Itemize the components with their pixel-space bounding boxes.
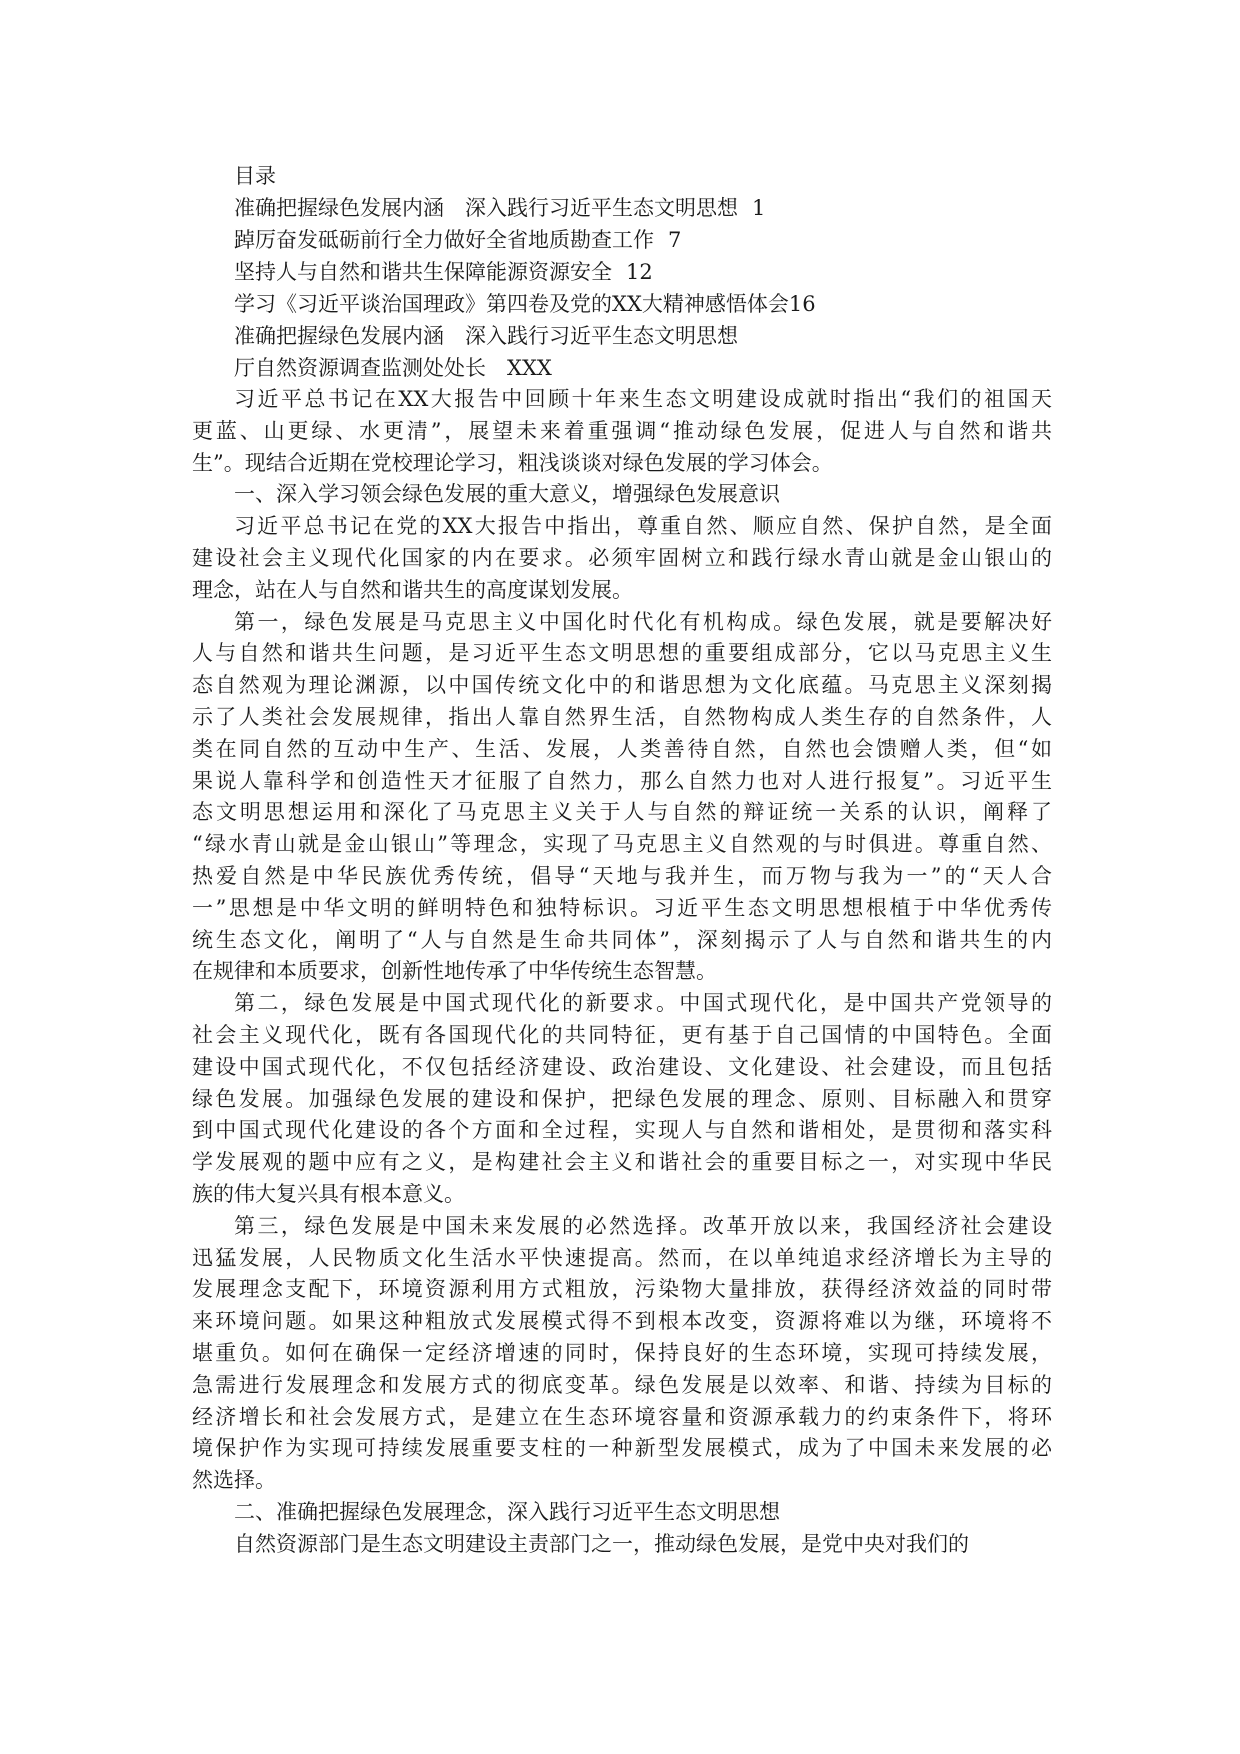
paragraph <box>192 1211 1052 1497</box>
paragraph-line: 来环境问题。如果这种粗放式发展模式得不到根本改变，资源将难以为继，环境将不 <box>192 1309 1052 1334</box>
paragraph <box>192 384 1052 479</box>
paragraph-line: 绿色发展。加强绿色发展的建设和保护，把绿色发展的理念、原则、目标融入和贯穿 <box>192 1086 1052 1111</box>
document-page <box>192 160 1052 1560</box>
toc-entry-page: 16 <box>788 292 816 316</box>
paragraph <box>192 1497 1052 1529</box>
paragraph-line: 建设中国式现代化，不仅包括经济建设、政治建设、文化建设、社会建设，而且包括 <box>192 1054 1052 1079</box>
paragraph-line: 建设社会主义现代化国家的内在要求。必须牢固树立和践行绿水青山就是金山银山的 <box>192 545 1052 570</box>
toc-entry-text: 坚持人与自然和谐共生保障能源资源安全 <box>234 260 612 284</box>
paragraph-line: 人与自然和谐共生问题，是习近平生态文明思想的重要组成部分，它以马克思主义生 <box>192 641 1052 666</box>
paragraph <box>192 607 1052 989</box>
toc-title: 目录 <box>234 164 276 188</box>
paragraph <box>192 1529 1052 1561</box>
paragraph <box>192 479 1052 511</box>
paragraph-line: 更蓝、山更绿、水更清”，展望未来着重强调“推动绿色发展，促进人与自然和谐共 <box>192 418 1052 443</box>
paragraph-line: 急需进行发展理念和发展方式的彻底变革。绿色发展是以效率、和谐、持续为目标的 <box>192 1372 1052 1397</box>
toc-entry-text: 踔厉奋发砥砺前行全力做好全省地质勘查工作 <box>234 228 654 252</box>
paragraph-line: 习近平总书记在XX大报告中回顾十年来生态文明建设成就时指出“我们的祖国天 <box>234 387 1052 411</box>
paragraph-line: 经济增长和社会发展方式，是建立在生态环境容量和资源承载力的约束条件下，将环 <box>192 1404 1052 1429</box>
paragraph-line: 到中国式现代化建设的各个方面和全过程，实现人与自然和谐相处，是贯彻和落实科 <box>192 1118 1052 1143</box>
paragraph-line: 族的伟大复兴具有根本意义。 <box>192 1181 465 1206</box>
paragraph-line: 示了人类社会发展规律，指出人靠自然界生活，自然物构成人类生存的自然条件，人 <box>192 704 1052 729</box>
paragraph-line: 境保护作为实现可持续发展重要支柱的一种新型发展模式，成为了中国未来发展的必 <box>192 1436 1052 1461</box>
toc-entry[interactable] <box>192 224 1052 256</box>
paragraph-line: 态文明思想运用和深化了马克思主义关于人与自然的辩证统一关系的认识，阐释了 <box>192 800 1052 825</box>
paragraph-line: 一”思想是中华文明的鲜明特色和独特标识。习近平生态文明思想根植于中华优秀传 <box>192 895 1052 920</box>
paragraph-line: 自然资源部门是生态文明建设主责部门之一，推动绿色发展，是党中央对我们的 <box>234 1531 969 1556</box>
article-body <box>192 384 1052 1560</box>
toc-entry-page: 1 <box>752 196 766 220</box>
paragraph-line: 堪重负。如何在确保一定经济增速的同时，保持良好的生态环境，实现可持续发展， <box>192 1340 1052 1365</box>
paragraph-line: 生”。现结合近期在党校理论学习，粗浅谈谈对绿色发展的学习体会。 <box>192 450 833 475</box>
paragraph-line: 在规律和本质要求，创新性地传承了中华传统生态智慧。 <box>192 959 717 984</box>
paragraph-line: 发展理念支配下，环境资源利用方式粗放，污染物大量排放，获得经济效益的同时带 <box>192 1277 1052 1302</box>
paragraph-line: 第三，绿色发展是中国未来发展的必然选择。改革开放以来，我国经济社会建设 <box>234 1213 1052 1238</box>
paragraph-line: 然选择。 <box>192 1468 276 1493</box>
paragraph-line: 一、深入学习领会绿色发展的重大意义，增强绿色发展意识 <box>234 482 780 507</box>
paragraph-line: 学发展观的题中应有之义，是构建社会主义和谐社会的重要目标之一，对实现中华民 <box>192 1150 1052 1175</box>
paragraph-line: 统生态文化，阐明了“人与自然是生命共同体”，深刻揭示了人与自然和谐共生的内 <box>192 927 1052 952</box>
paragraph-line: 果说人靠科学和创造性天才征服了自然力，那么自然力也对人进行报复”。习近平生 <box>192 768 1052 793</box>
toc-entry[interactable] <box>192 288 1052 320</box>
article-author: 厅自然资源调查监测处处长 XXX <box>234 356 552 380</box>
toc-list <box>192 192 1052 320</box>
paragraph-line: 习近平总书记在党的XX大报告中指出，尊重自然、顺应自然、保护自然，是全面 <box>234 514 1052 539</box>
paragraph-line: “绿水青山就是金山银山”等理念，实现了马克思主义自然观的与时俱进。尊重自然、 <box>192 832 1052 857</box>
toc-entry-text: 准确把握绿色发展内涵 深入践行习近平生态文明思想 <box>234 196 738 220</box>
paragraph-line: 第一，绿色发展是马克思主义中国化时代化有机构成。绿色发展，就是要解决好 <box>234 609 1052 634</box>
toc-entry[interactable] <box>192 256 1052 288</box>
toc-entry-page: 12 <box>626 260 653 284</box>
article-title: 准确把握绿色发展内涵 深入践行习近平生态文明思想 <box>234 324 738 348</box>
toc-entry[interactable] <box>192 192 1052 224</box>
paragraph-line: 理念，站在人与自然和谐共生的高度谋划发展。 <box>192 577 633 602</box>
paragraph-line: 社会主义现代化，既有各国现代化的共同特征，更有基于自己国情的中国特色。全面 <box>192 1022 1052 1047</box>
paragraph-line: 类在同自然的互动中生产、生活、发展，人类善待自然，自然也会馈赠人类，但“如 <box>192 736 1052 761</box>
paragraph-line: 第二，绿色发展是中国式现代化的新要求。中国式现代化，是中国共产党领导的 <box>234 991 1052 1016</box>
paragraph <box>192 988 1052 1211</box>
paragraph-line: 迅猛发展，人民物质文化生活水平快速提高。然而，在以单纯追求经济增长为主导的 <box>192 1245 1052 1270</box>
paragraph-line: 态自然观为理论渊源，以中国传统文化中的和谐思想为文化底蕴。马克思主义深刻揭 <box>192 673 1052 698</box>
paragraph-line: 热爱自然是中华民族优秀传统，倡导“天地与我并生，而万物与我为一”的“天人合 <box>192 863 1052 888</box>
toc-entry-page: 7 <box>668 228 682 252</box>
toc-entry-text: 学习《习近平谈治国理政》第四卷及党的XX大精神感悟体会 <box>234 292 789 316</box>
paragraph-line: 二、准确把握绿色发展理念，深入践行习近平生态文明思想 <box>234 1499 780 1524</box>
paragraph <box>192 511 1052 606</box>
